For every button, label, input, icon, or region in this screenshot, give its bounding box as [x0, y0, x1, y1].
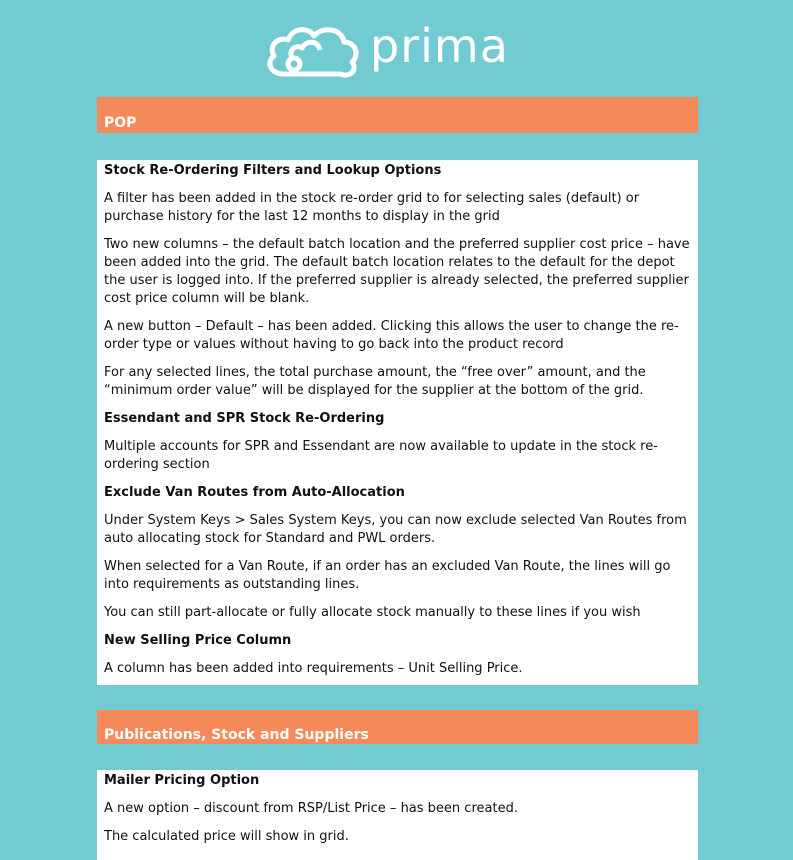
item-paragraph: A new button – Default – has been added. Clicking this allows the user to change the re-order type or values without having to go back into the product record — [104, 319, 679, 352]
section-panel-publications — [97, 770, 698, 860]
item-heading: Mailer Pricing Option — [104, 773, 260, 788]
cloud-icon — [262, 18, 362, 80]
item-heading: Essendant and SPR Stock Re-Ordering — [104, 411, 385, 426]
item-paragraph: You can still part-allocate or fully allocate stock manually to these lines if you wish — [104, 605, 641, 620]
item-paragraph: When selected for a Van Route, if an order has an excluded Van Route, the lines will go into requirements as outstanding lines. — [104, 559, 671, 592]
section-panel-pop — [97, 160, 698, 685]
item-paragraph: Under System Keys > Sales System Keys, you can now exclude selected Van Routes from auto allocating stock for Standard and PWL orders. — [104, 513, 687, 546]
brand-name: prima — [370, 19, 509, 73]
prima-logo — [262, 18, 509, 80]
item-paragraph: A new option – discount from RSP/List Price – has been created. — [104, 801, 518, 816]
item-heading: Stock Re-Ordering Filters and Lookup Options — [104, 163, 442, 178]
section-header-publications: Publications, Stock and Suppliers — [97, 710, 698, 744]
item-paragraph: A column has been added into requirements – Unit Selling Price. — [104, 661, 523, 676]
section-header-pop: POP — [97, 97, 698, 133]
item-paragraph: Two new columns – the default batch location and the preferred supplier cost price – have been added into the grid. The default batch location relates to the default for the depot the user is logged into. If the preferred supplier is already selected, the preferred supplier cost price column will be blank. — [104, 237, 690, 306]
item-paragraph: The calculated price will show in grid. — [104, 829, 349, 844]
item-paragraph: Multiple accounts for SPR and Essendant are now available to update in the stock re-ordering section — [104, 439, 658, 472]
item-heading: New Selling Price Column — [104, 633, 292, 648]
item-paragraph: For any selected lines, the total purchase amount, the “free over” amount, and the “minimum order value” will be displayed for the supplier at the bottom of the grid. — [104, 365, 646, 398]
item-heading: Exclude Van Routes from Auto-Allocation — [104, 485, 405, 500]
item-paragraph: A filter has been added in the stock re-order grid to for selecting sales (default) or purchase history for the last 12 months to display in the grid — [104, 191, 640, 224]
